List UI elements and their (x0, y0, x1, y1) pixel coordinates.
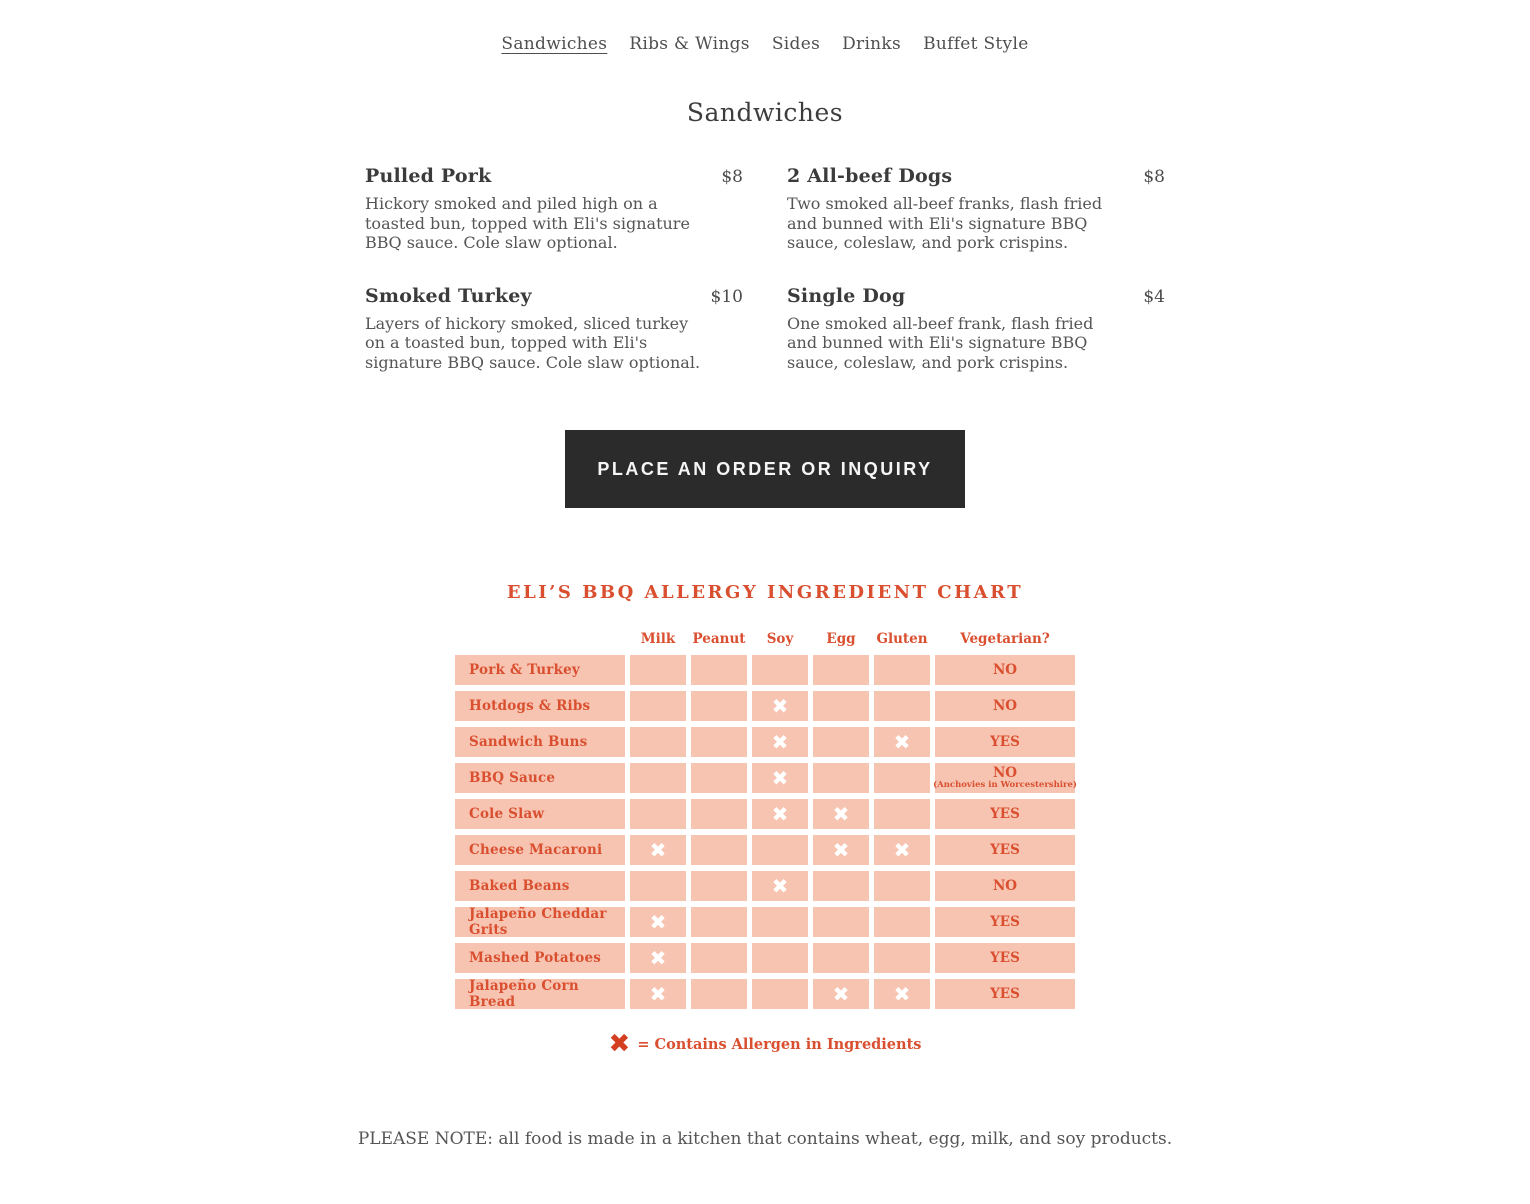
allergen-cell-peanut (691, 979, 747, 1009)
allergen-cell-soy (752, 655, 808, 685)
allergen-cell-egg (813, 979, 869, 1009)
menu-grid (365, 165, 1165, 372)
column-header-soy: Soy (766, 631, 794, 647)
allergen-cell-peanut (691, 943, 747, 973)
allergen-cell-soy (752, 835, 808, 865)
table-row-hotdogs-ribs (455, 691, 1075, 721)
allergen-cell-egg (813, 691, 869, 721)
menu-item-price: $8 (1143, 167, 1165, 187)
nav-item-sandwiches[interactable]: Sandwiches (501, 34, 608, 54)
row-label: Sandwich Buns (455, 727, 625, 757)
x-mark-icon: ✖ (893, 838, 911, 862)
allergy-legend-text: = Contains Allergen in Ingredients (637, 1035, 922, 1053)
row-label: Baked Beans (455, 871, 625, 901)
vegetarian-value: YES (990, 914, 1020, 930)
table-row-cheese-macaroni (455, 835, 1075, 865)
x-mark-icon: ✖ (832, 982, 850, 1006)
x-mark-icon: ✖ (608, 1029, 631, 1059)
vegetarian-value: YES (990, 806, 1020, 822)
allergen-cell-milk (630, 835, 686, 865)
allergen-cell-gluten (874, 691, 930, 721)
allergen-cell-egg (813, 655, 869, 685)
vegetarian-value: NO (992, 878, 1018, 894)
allergen-cell-egg (813, 943, 869, 973)
row-label: Cheese Macaroni (455, 835, 625, 865)
column-header-gluten: Gluten (876, 631, 928, 647)
allergen-cell-soy (752, 979, 808, 1009)
vegetarian-cell (935, 835, 1075, 865)
menu-item-name: Smoked Turkey (365, 284, 532, 307)
allergen-cell-soy (752, 943, 808, 973)
vegetarian-cell (935, 943, 1075, 973)
allergy-chart-section (0, 582, 1530, 1057)
table-row-baked-beans (455, 871, 1075, 901)
allergen-cell-milk (630, 799, 686, 829)
menu-item-price: $10 (710, 286, 743, 307)
allergen-cell-soy (752, 799, 808, 829)
allergen-cell-gluten (874, 763, 930, 793)
table-row-pork-turkey (455, 655, 1075, 685)
table-row-jalape-o-cheddar-grits (455, 907, 1075, 937)
vegetarian-cell (935, 907, 1075, 937)
category-nav (0, 34, 1530, 54)
row-label: BBQ Sauce (455, 763, 625, 793)
vegetarian-cell (935, 691, 1075, 721)
allergen-cell-soy (752, 907, 808, 937)
nav-item-drinks[interactable]: Drinks (842, 34, 902, 54)
vegetarian-value: YES (990, 734, 1020, 750)
allergen-cell-egg (813, 871, 869, 901)
row-label: Mashed Potatoes (455, 943, 625, 973)
allergen-cell-gluten (874, 655, 930, 685)
column-header-milk: Milk (640, 631, 676, 647)
allergen-cell-gluten (874, 907, 930, 937)
allergen-cell-peanut (691, 691, 747, 721)
nav-item-ribs-wings[interactable]: Ribs & Wings (629, 34, 750, 54)
x-mark-icon: ✖ (771, 766, 789, 790)
table-row-cole-slaw (455, 799, 1075, 829)
allergen-cell-peanut (691, 655, 747, 685)
allergen-cell-gluten (874, 943, 930, 973)
row-label: Hotdogs & Ribs (455, 691, 625, 721)
menu-item-2-all-beef-dogs (787, 165, 1165, 253)
allergen-cell-egg (813, 907, 869, 937)
vegetarian-value: YES (990, 842, 1020, 858)
allergen-cell-milk (630, 907, 686, 937)
allergen-cell-soy (752, 691, 808, 721)
vegetarian-cell (935, 799, 1075, 829)
menu-item-single-dog (787, 285, 1165, 373)
menu-item-description: One smoked all-beef frank, flash fried and bunned with Eli's signature BBQ sauce, coleslaw, and pork crispins. (787, 313, 1094, 372)
allergen-cell-milk (630, 943, 686, 973)
page-title: Sandwiches (686, 98, 844, 127)
nav-item-sides[interactable]: Sides (771, 34, 821, 54)
x-mark-icon: ✖ (771, 874, 789, 898)
allergen-cell-peanut (691, 727, 747, 757)
allergen-cell-gluten (874, 871, 930, 901)
order-button-wrap (0, 430, 1530, 508)
menu-item-head (365, 285, 743, 307)
table-row-bbq-sauce (455, 763, 1075, 793)
x-mark-icon: ✖ (649, 910, 667, 934)
menu-item-description: Hickory smoked and piled high on a toasted bun, topped with Eli's signature BBQ sauce. Cole slaw optional. (365, 194, 690, 252)
allergen-cell-peanut (691, 799, 747, 829)
allergen-cell-gluten (874, 979, 930, 1009)
menu-item-price: $4 (1143, 286, 1165, 307)
table-header-row (455, 631, 1075, 647)
row-label: Jalapeño Corn Bread (455, 979, 625, 1009)
allergy-chart-title: ELI’S BBQ ALLERGY INGREDIENT CHART (506, 582, 1024, 603)
allergen-cell-egg (813, 727, 869, 757)
menu-item-name: Pulled Pork (365, 165, 492, 187)
allergen-cell-milk (630, 655, 686, 685)
menu-item-description: Two smoked all-beef franks, flash fried and bunned with Eli's signature BBQ sauce, coleslaw, and pork crispins. (787, 194, 1103, 252)
allergy-table (455, 631, 1075, 1009)
column-header-egg: Egg (826, 631, 856, 647)
column-header-peanut: Peanut (692, 631, 746, 647)
allergy-legend (0, 1031, 1530, 1057)
x-mark-icon: ✖ (649, 946, 667, 970)
allergen-cell-peanut (691, 871, 747, 901)
row-label: Pork & Turkey (455, 655, 625, 685)
menu-item-smoked-turkey (365, 285, 743, 373)
table-row-sandwich-buns (455, 727, 1075, 757)
allergen-cell-soy (752, 871, 808, 901)
vegetarian-cell (935, 979, 1075, 1009)
vegetarian-cell (935, 871, 1075, 901)
allergen-cell-gluten (874, 799, 930, 829)
vegetarian-value: YES (990, 986, 1020, 1002)
vegetarian-cell (935, 655, 1075, 685)
x-mark-icon: ✖ (893, 730, 911, 754)
allergen-cell-peanut (691, 835, 747, 865)
menu-item-price: $8 (721, 167, 743, 187)
allergen-cell-milk (630, 871, 686, 901)
allergen-cell-milk (630, 763, 686, 793)
vegetarian-cell (935, 727, 1075, 757)
menu-item-head (365, 165, 743, 187)
menu-item-name: 2 All-beef Dogs (787, 165, 953, 187)
x-mark-icon: ✖ (832, 838, 850, 862)
vegetarian-note: (Anchovies in Worcestershire) (933, 780, 1077, 790)
order-button[interactable]: PLACE AN ORDER OR INQUIRY (565, 430, 965, 508)
x-mark-icon: ✖ (649, 982, 667, 1006)
allergen-cell-peanut (691, 907, 747, 937)
kitchen-note: PLEASE NOTE: all food is made in a kitchen that contains wheat, egg, milk, and soy products. (357, 1129, 1173, 1149)
x-mark-icon: ✖ (771, 694, 789, 718)
x-mark-icon: ✖ (771, 802, 789, 826)
vegetarian-cell (935, 763, 1075, 793)
allergen-cell-soy (752, 763, 808, 793)
vegetarian-value: YES (990, 950, 1020, 966)
vegetarian-value: NO (992, 698, 1018, 714)
menu-item-name: Single Dog (787, 284, 906, 307)
table-row-jalape-o-corn-bread (455, 979, 1075, 1009)
nav-item-buffet-style[interactable]: Buffet Style (923, 34, 1029, 54)
allergen-cell-gluten (874, 835, 930, 865)
x-mark-icon: ✖ (771, 730, 789, 754)
table-row-mashed-potatoes (455, 943, 1075, 973)
row-label: Jalapeño Cheddar Grits (455, 907, 625, 937)
allergen-cell-gluten (874, 727, 930, 757)
allergen-cell-milk (630, 979, 686, 1009)
allergen-cell-egg (813, 835, 869, 865)
menu-item-head (787, 285, 1165, 307)
column-header-vegetarian: Vegetarian? (960, 631, 1050, 647)
x-mark-icon: ✖ (893, 982, 911, 1006)
menu-item-description: Layers of hickory smoked, sliced turkey on a toasted bun, topped with Eli's signature BBQ sauce. Cole slaw optional. (365, 313, 701, 372)
vegetarian-value: NO (992, 765, 1018, 781)
menu-item-head (787, 165, 1165, 187)
row-label: Cole Slaw (455, 799, 625, 829)
allergen-cell-egg (813, 799, 869, 829)
allergen-cell-peanut (691, 763, 747, 793)
vegetarian-value: NO (992, 662, 1018, 678)
menu-item-pulled-pork (365, 165, 743, 253)
allergen-cell-soy (752, 727, 808, 757)
allergen-cell-egg (813, 763, 869, 793)
allergen-cell-milk (630, 691, 686, 721)
x-mark-icon: ✖ (649, 838, 667, 862)
allergen-cell-milk (630, 727, 686, 757)
x-mark-icon: ✖ (832, 802, 850, 826)
